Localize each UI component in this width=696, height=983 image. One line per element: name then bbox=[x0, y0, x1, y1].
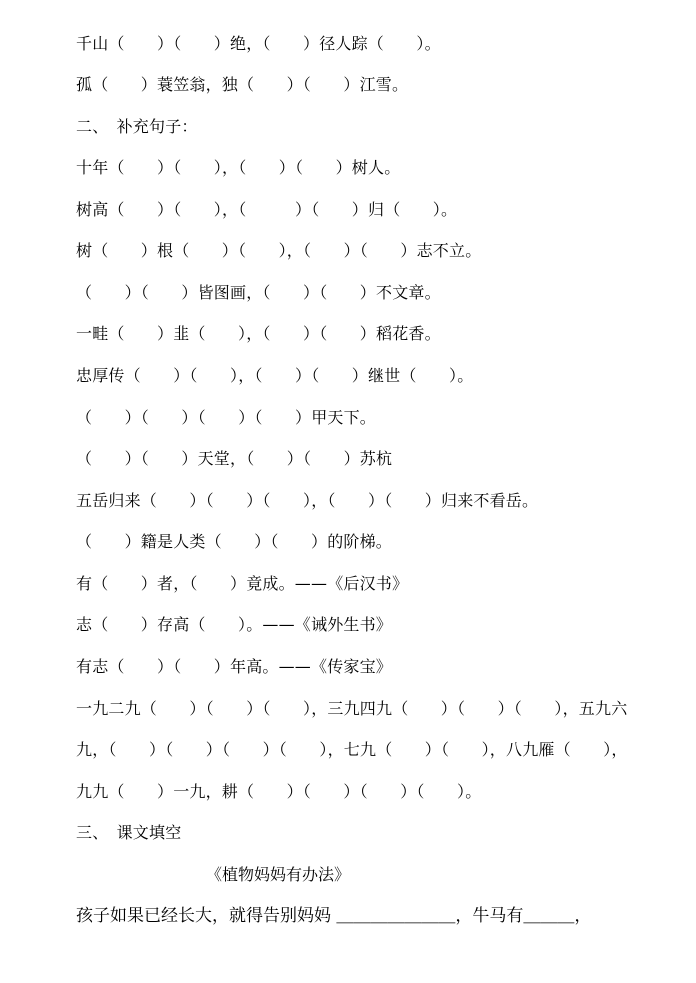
text-line-6: （ ）（ ）皆图画，（ ）（ ）不文章。 bbox=[76, 283, 441, 302]
lesson-title: 《植物妈妈有办法》 bbox=[206, 865, 351, 884]
text-line-17: 九，（ ）（ ）（ ）（ ），七九（ ）（ ），八九雁（ ）， bbox=[76, 740, 628, 759]
text-line-8: 忠厚传（ ）（ ），（ ）（ ）继世（ ）。 bbox=[76, 366, 474, 385]
text-line-9: （ ）（ ）（ ）（ ）甲天下。 bbox=[76, 408, 377, 427]
text-line-18: 九九（ ）一九，耕（ ）（ ）（ ）（ ）。 bbox=[76, 782, 482, 801]
text-line-11: 五岳归来（ ）（ ）（ ），（ ）（ ）归来不看岳。 bbox=[76, 491, 539, 510]
text-line-5: 树（ ）根（ ）（ ），（ ）（ ）志不立。 bbox=[76, 241, 482, 260]
text-line-1: 千山（ ）（ ）绝，（ ）径人踪（ ）。 bbox=[76, 34, 441, 53]
text-line-10: （ ）（ ）天堂，（ ）（ ）苏杭 bbox=[76, 449, 393, 468]
text-line-15: 有志（ ）（ ）年高。——《传家宝》 bbox=[76, 657, 393, 676]
text-line-2: 孤（ ）蓑笠翁，独（ ）（ ）江雪。 bbox=[76, 75, 409, 94]
text-line-16: 一九二九（ ）（ ）（ ），三九四九（ ）（ ）（ ），五九六 bbox=[76, 699, 628, 718]
text-line-12: （ ）籍是人类（ ）（ ）的阶梯。 bbox=[76, 532, 393, 551]
section-heading-2: 二、 补充句子： bbox=[76, 117, 198, 136]
fill-in-sentence: 孩子如果已经长大，就得告别妈妈 ＿＿＿＿＿＿＿，牛马有＿＿＿， bbox=[76, 906, 592, 926]
text-line-4: 树高（ ）（ ），（ ）（ ）归（ ）。 bbox=[76, 200, 458, 219]
text-line-14: 志（ ）存高（ ）。——《诫外生书》 bbox=[76, 615, 393, 634]
section-heading-3: 三、 课文填空 bbox=[76, 823, 182, 842]
text-line-13: 有（ ）者，（ ）竟成。——《后汉书》 bbox=[76, 574, 409, 593]
text-line-3: 十年（ ）（ ），（ ）（ ）树人。 bbox=[76, 158, 401, 177]
text-line-7: 一畦（ ）韭（ ），（ ）（ ）稻花香。 bbox=[76, 324, 441, 343]
